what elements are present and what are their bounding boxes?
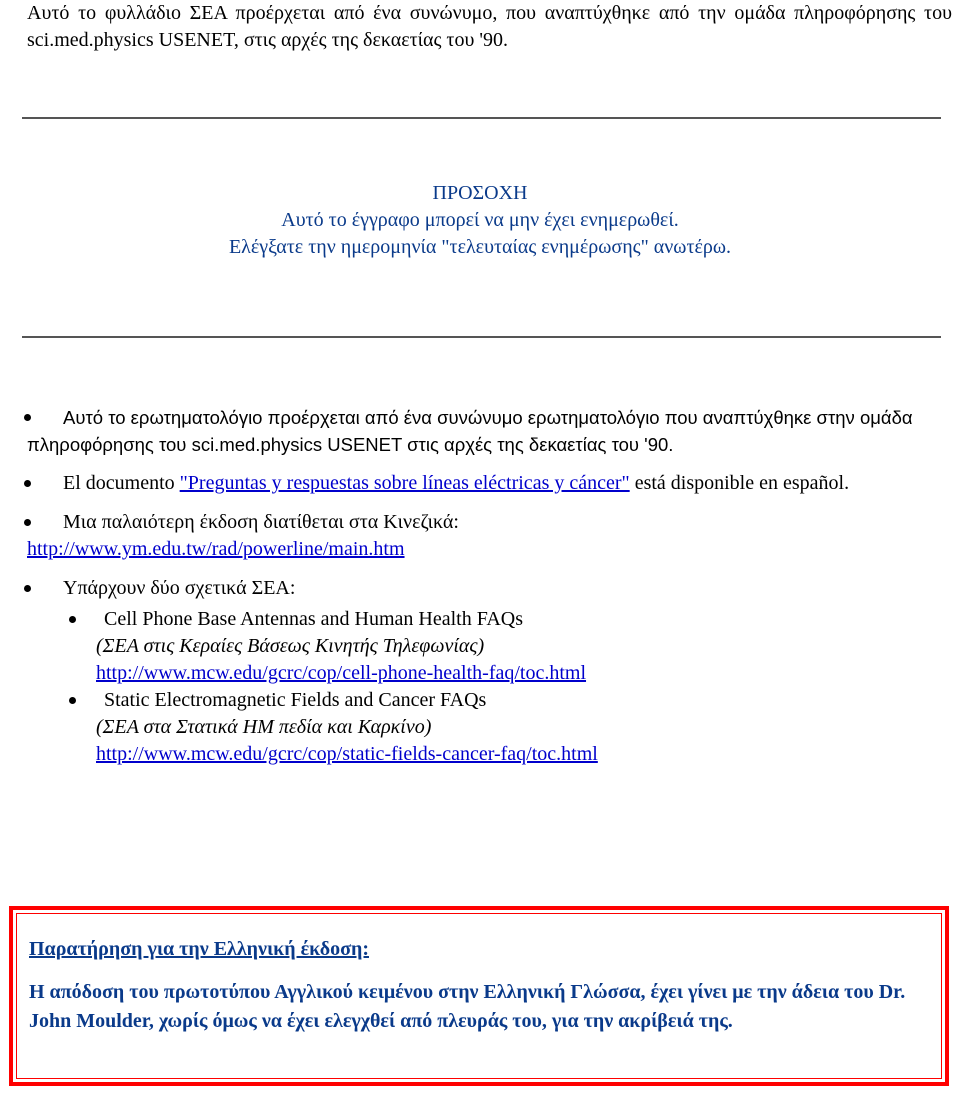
note-title: Παρατήρηση για την Ελληνική έκδοση:: [29, 938, 369, 960]
info-list: [27, 404, 947, 768]
warning-line-outdated: Αυτό το έγγραφο μπορεί να μην έχει ενημερωθεί.: [281, 209, 679, 231]
bullet-icon: [24, 480, 31, 487]
intro-paragraph: Αυτό το φυλλάδιο ΣΕΑ προέρχεται από ένα συνώνυμο, που αναπτύχθηκε από την ομάδα πληροφόρησης του sci.med.physics USENET, στις αρχές της δεκαετίας του '90.: [27, 2, 952, 51]
bullet-icon: [69, 616, 76, 623]
chinese-version-link[interactable]: http://www.ym.edu.tw/rad/powerline/main.htm: [27, 538, 405, 560]
warning-block: [0, 180, 960, 261]
spanish-text-before: El documento: [63, 472, 180, 494]
origin-text: Αυτό το ερωτηματολόγιο προέρχεται από ένα συνώνυμο ερωτηματολόγιο που αναπτύχθηκε στην ομάδα πληροφόρησης του sci.med.physics USENET στις αρχές της δεκαετίας του '90.: [27, 407, 913, 455]
warning-line-check-date: Ελέγξατε την ημερομηνία "τελευταίας ενημέρωσης" ανωτέρω.: [228, 236, 732, 258]
list-item-chinese: [27, 509, 947, 563]
bullet-icon: [69, 697, 76, 704]
spanish-text-after: está disponible en español.: [629, 472, 850, 494]
bullet-icon: [24, 414, 31, 421]
bullet-icon: [24, 585, 31, 592]
related-item-cell-phone: [27, 606, 947, 687]
related-url-link[interactable]: http://www.mcw.edu/gcrc/cop/cell-phone-health-faq/toc.html: [96, 662, 587, 684]
horizontal-rule-top: [22, 117, 941, 119]
horizontal-rule-bottom: [22, 336, 941, 338]
list-item-related: [27, 575, 947, 768]
list-item-spanish: [27, 470, 947, 497]
related-faq-list: [27, 606, 947, 768]
related-greek-title: (ΣΕΑ στις Κεραίες Βάσεως Κινητής Τηλεφωνίας): [96, 635, 485, 657]
related-greek-title: (ΣΕΑ στα Στατικά ΗΜ πεδία και Καρκίνο): [96, 716, 432, 738]
related-url-link[interactable]: http://www.mcw.edu/gcrc/cop/static-fields-cancer-faq/toc.html: [96, 743, 598, 765]
related-heading: Υπάρχουν δύο σχετικά ΣΕΑ:: [63, 577, 296, 599]
spanish-document-link[interactable]: "Preguntas y respuestas sobre líneas eléctricas y cáncer": [179, 472, 630, 494]
warning-title: ΠΡΟΣΟΧΗ: [432, 182, 528, 204]
related-title: Static Electromagnetic Fields and Cancer FAQs: [104, 689, 487, 711]
list-item-origin: [27, 404, 947, 458]
greek-edition-note-box: [9, 906, 949, 1086]
related-title: Cell Phone Base Antennas and Human Health FAQs: [104, 608, 524, 630]
bullet-icon: [24, 519, 31, 526]
spanish-line: [27, 470, 947, 497]
chinese-text: Μια παλαιότερη έκδοση διατίθεται στα Κινεζικά:: [63, 511, 459, 533]
note-body: Η απόδοση του πρωτοτύπου Αγγλικού κειμένου στην Ελληνική Γλώσσα, έχει γίνει με την άδεια του Dr. John Moulder, χωρίς όμως να έχει ελεγχθεί από πλευράς του, για την ακρίβειά της.: [29, 981, 906, 1032]
related-item-static-fields: [27, 687, 947, 768]
